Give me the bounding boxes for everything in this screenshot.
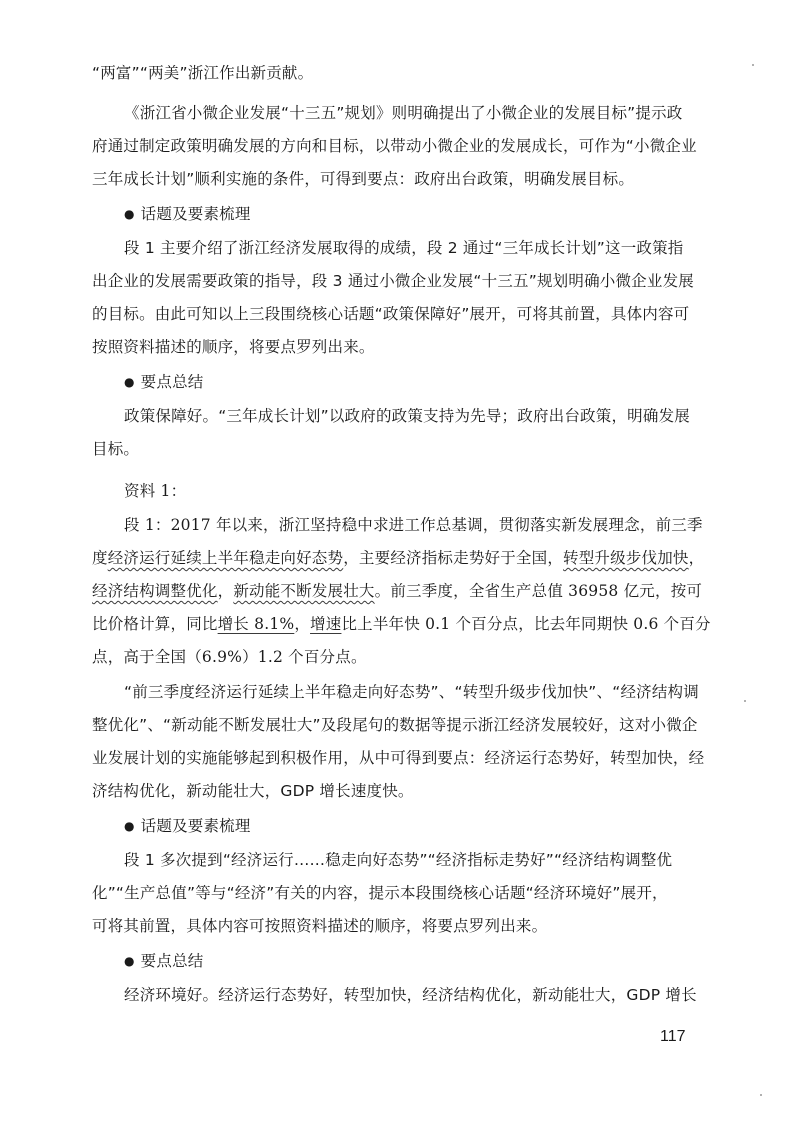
text-line: 济结构优化，新动能壮大，GDP 增长速度快。 (92, 782, 414, 800)
text-line (92, 580, 702, 602)
section-heading: ● 要点总结 (124, 950, 203, 973)
text-line (92, 613, 711, 635)
scan-speck (760, 1094, 762, 1096)
underlined-phrase: 新动能不断发展壮大 (233, 582, 375, 600)
section-heading: ● 话题及要素梳理 (124, 203, 251, 226)
text-span: ，主要经济指标走势好于全国， (343, 549, 564, 567)
text-span: ， (688, 549, 705, 567)
scan-speck (752, 64, 754, 66)
page-number: 117 (660, 1028, 686, 1045)
text-line: “前三季度经济运行延续上半年稳走向好态势”、“转型升级步伐加快”、“经济结构调 (124, 683, 699, 701)
text-span: ， (217, 582, 234, 600)
text-line: 段 1 主要介绍了浙江经济发展取得的成绩，段 2 通过“三年成长计划”这一政策指 (124, 239, 684, 257)
text-span: 比价格计算，同比 (92, 615, 218, 633)
text-line: 业发展计划的实施能够起到积极作用，从中可得到要点：经济运行态势好，转型加快，经 (92, 749, 705, 767)
text-line: 段 1 多次提到“经济运行……稳走向好态势”“经济指标走势好”“经济结构调整优 (124, 851, 673, 869)
text-line: 经济环境好。经济运行态势好，转型加快，经济结构优化，新动能壮大，GDP 增长 (124, 986, 697, 1004)
text-line: 整优化”、“新动能不断发展壮大”及段尾句的数据等提示浙江经济发展较好，这对小微企 (92, 716, 698, 734)
scan-speck (744, 700, 746, 702)
text-span: 。前三季度，全省生产总值 36958 亿元，按可 (374, 582, 703, 600)
text-line: 可将其前置，具体内容可按照资料描述的顺序，将要点罗列出来。 (92, 917, 548, 935)
section-heading: ● 话题及要素梳理 (124, 815, 251, 838)
text-line (92, 547, 704, 569)
text-line: 府通过制定政策明确发展的方向和目标，以带动小微企业的发展成长，可作为“小微企业 (92, 137, 697, 155)
text-span: 比上半年快 0.1 个百分点，比去年同期快 0.6 个百分 (341, 615, 711, 633)
text-line: 三年成长计划”顺利实施的条件，可得到要点：政府出台政策，明确发展目标。 (92, 170, 635, 188)
underlined-phrase: 增速 (310, 615, 342, 633)
text-line: 按照资料描述的顺序，将要点罗列出来。 (92, 338, 375, 356)
underlined-phrase: 转型升级步伐加快 (563, 549, 689, 567)
text-line: 《浙江省小微企业发展“十三五”规划》则明确提出了小微企业的发展目标”提示政 (124, 104, 683, 122)
underlined-phrase: 经济运行延续上半年稳走向好态势 (107, 549, 344, 567)
text-line: 出企业的发展需要政策的指导，段 3 通过小微企业发展“十三五”规划明确小微企业发展 (92, 272, 694, 290)
text-span: ， (294, 615, 311, 633)
underlined-phrase: 经济结构调整优化 (92, 582, 218, 600)
text-line: “两富”“两美”浙江作出新贡献。 (92, 64, 314, 82)
text-line: 点，高于全国（6.9%）1.2 个百分点。 (92, 648, 367, 666)
text-line: 化”“生产总值”等与“经济”有关的内容，提示本段围绕核心话题“经济环境好”展开， (92, 884, 668, 902)
underlined-phrase: 增长 8.1% (217, 615, 295, 633)
text-line: 的目标。由此可知以上三段围绕核心话题“政策保障好”展开，可将其前置，具体内容可 (92, 305, 690, 323)
text-line: 目标。 (92, 440, 140, 458)
text-line: 段 1：2017 年以来，浙江坚持稳中求进工作总基调，贯彻落实新发展理念，前三季 (124, 516, 703, 534)
text-line: 政策保障好。“三年成长计划”以政府的政策支持为先导；政府出台政策，明确发展 (124, 407, 690, 425)
text-span: 度 (92, 549, 108, 567)
source-label: 资料 1： (124, 482, 187, 500)
section-heading: ● 要点总结 (124, 371, 203, 394)
